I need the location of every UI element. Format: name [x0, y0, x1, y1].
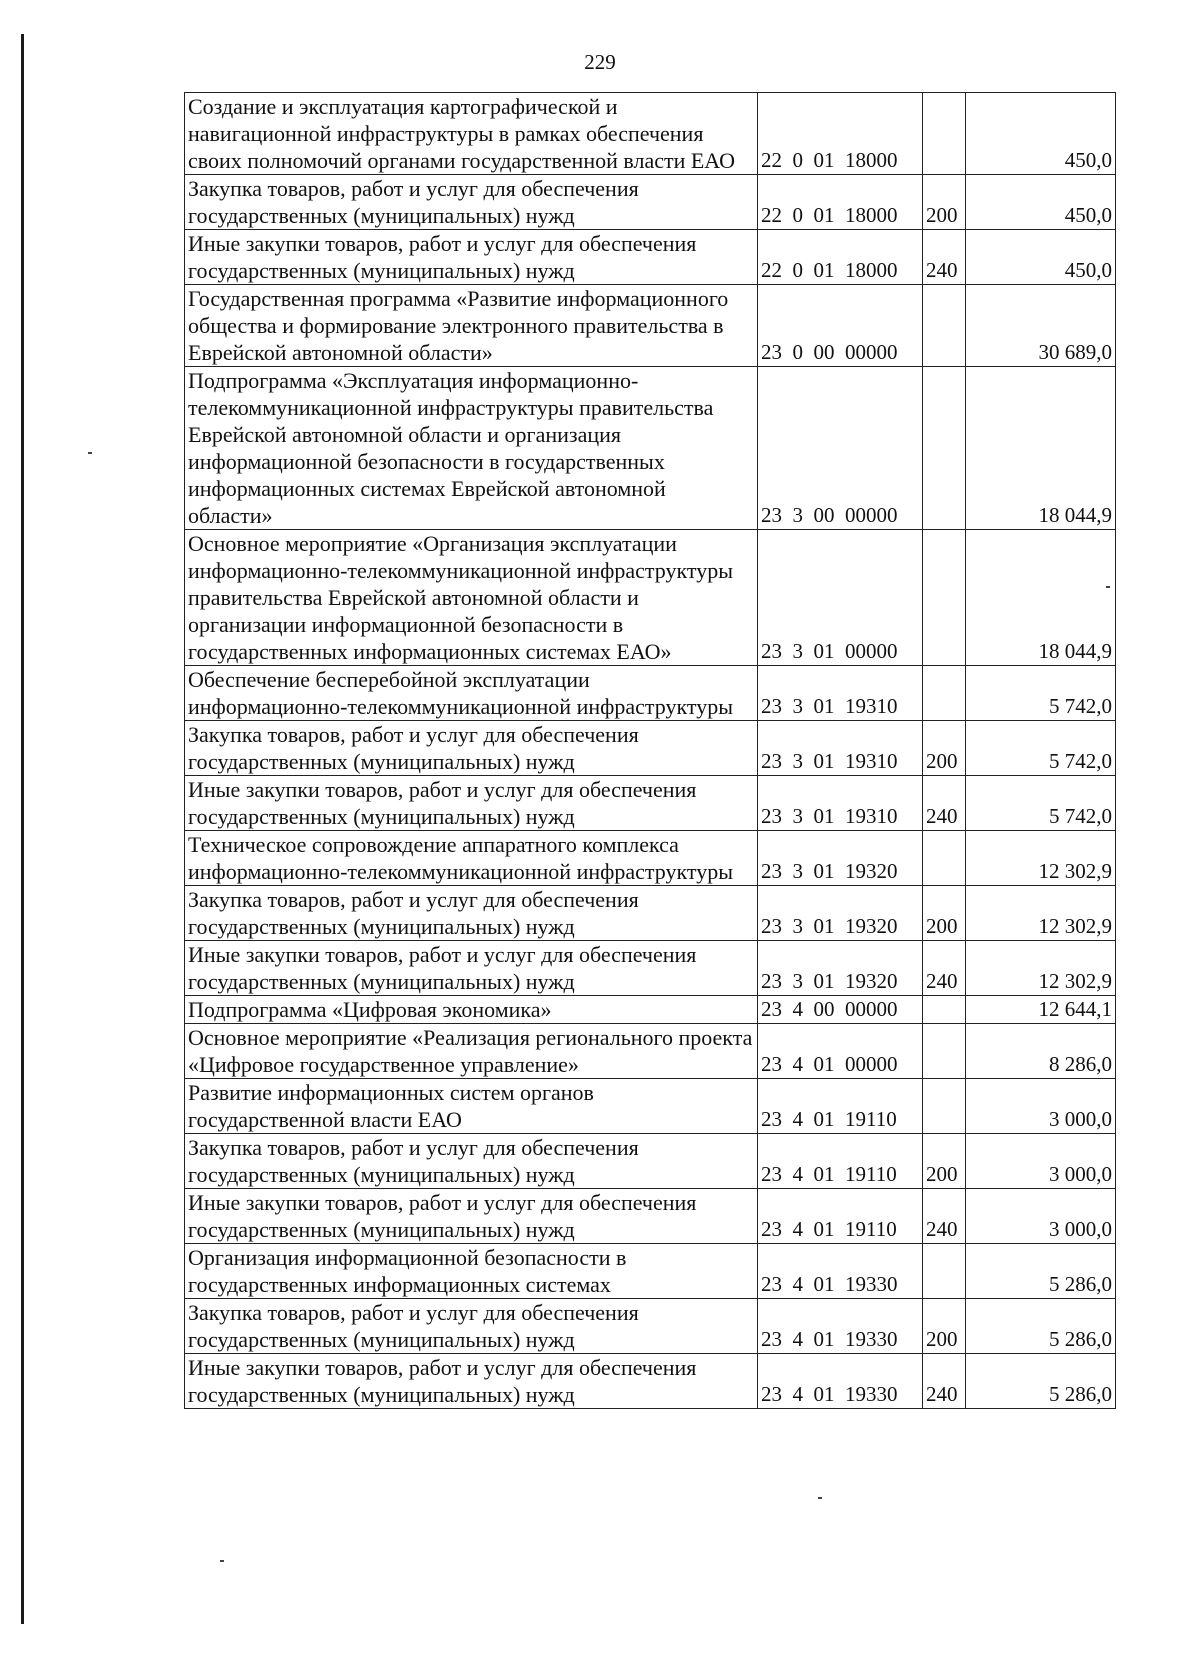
page-number: 229: [584, 50, 616, 74]
table-row: [185, 666, 1116, 721]
table-row: [185, 93, 1116, 175]
row-sum-cell: 12 302,9: [966, 941, 1116, 996]
row-name-cell: Иные закупки товаров, работ и услуг для обеспечения государственных (муниципальных) нужд: [185, 776, 758, 831]
row-name-cell: Закупка товаров, работ и услуг для обеспечения государственных (муниципальных) нужд: [185, 886, 758, 941]
row-name-cell: Основное мероприятие «Организация эксплуатации информационно-телекоммуникационной инфраструктуры правительства Еврейской автономной области и организации информационной безопасности в государственных информационных системах ЕАО»: [185, 530, 758, 666]
row-sum-cell: 30 689,0: [966, 285, 1116, 367]
row-code-cell: 23 4 01 19330: [758, 1354, 923, 1409]
row-sum-cell: 3 000,0: [966, 1189, 1116, 1244]
table-row: [185, 1354, 1116, 1409]
row-sum-cell: 18 044,9: [966, 367, 1116, 530]
row-name-cell: Техническое сопровождение аппаратного комплекса информационно-телекоммуникационной инфраструктуры: [185, 831, 758, 886]
row-name-cell: Подпрограмма «Эксплуатация информационно-телекоммуникационной инфраструктуры правительства Еврейской автономной области и организация информационной безопасности в государственных информационных системах Еврейской автономной области»: [185, 367, 758, 530]
row-code-cell: 23 4 00 00000: [758, 996, 923, 1024]
row-sum-cell: 5 742,0: [966, 776, 1116, 831]
row-code-cell: 23 4 01 19110: [758, 1134, 923, 1189]
row-expense-type-cell: 200: [923, 1134, 966, 1189]
table-row: [185, 530, 1116, 666]
row-expense-type-cell: [923, 1024, 966, 1079]
table-row: [185, 721, 1116, 776]
row-name-cell: Государственная программа «Развитие информационного общества и формирование электронного правительства в Еврейской автономной области»: [185, 285, 758, 367]
budget-table: [184, 92, 1116, 1409]
row-sum-cell: 450,0: [966, 175, 1116, 230]
row-sum-cell: 5 286,0: [966, 1244, 1116, 1299]
row-expense-type-cell: [923, 996, 966, 1024]
table-row: [185, 1024, 1116, 1079]
row-sum-cell: 3 000,0: [966, 1079, 1116, 1134]
table-row: [185, 1189, 1116, 1244]
row-expense-type-cell: [923, 367, 966, 530]
row-code-cell: 23 3 01 00000: [758, 530, 923, 666]
row-name-cell: Иные закупки товаров, работ и услуг для обеспечения государственных (муниципальных) нужд: [185, 230, 758, 285]
row-code-cell: 23 3 00 00000: [758, 367, 923, 530]
row-expense-type-cell: 240: [923, 1354, 966, 1409]
row-name-cell: Иные закупки товаров, работ и услуг для обеспечения государственных (муниципальных) нужд: [185, 1354, 758, 1409]
row-expense-type-cell: 240: [923, 230, 966, 285]
row-code-cell: 23 4 01 19110: [758, 1079, 923, 1134]
row-sum-cell: 12 302,9: [966, 886, 1116, 941]
row-name-cell: Закупка товаров, работ и услуг для обеспечения государственных (муниципальных) нужд: [185, 1134, 758, 1189]
scan-speck: [220, 1560, 224, 1562]
row-code-cell: 23 3 01 19310: [758, 666, 923, 721]
row-code-cell: 22 0 01 18000: [758, 93, 923, 175]
row-name-cell: Иные закупки товаров, работ и услуг для обеспечения государственных (муниципальных) нужд: [185, 1189, 758, 1244]
table-row: [185, 1244, 1116, 1299]
row-name-cell: Организация информационной безопасности в государственных информационных системах: [185, 1244, 758, 1299]
row-name-cell: Развитие информационных систем органов государственной власти ЕАО: [185, 1079, 758, 1134]
row-expense-type-cell: [923, 831, 966, 886]
row-code-cell: 22 0 01 18000: [758, 175, 923, 230]
table-row: [185, 1299, 1116, 1354]
row-sum-cell: 5 286,0: [966, 1299, 1116, 1354]
row-code-cell: 23 4 01 19330: [758, 1244, 923, 1299]
left-margin-line: [21, 34, 24, 1624]
table-row: [185, 230, 1116, 285]
row-sum-cell: 12 644,1: [966, 996, 1116, 1024]
table-row: [185, 941, 1116, 996]
table-row: [185, 1134, 1116, 1189]
row-expense-type-cell: 240: [923, 1189, 966, 1244]
row-name-cell: Закупка товаров, работ и услуг для обеспечения государственных (муниципальных) нужд: [185, 721, 758, 776]
table-row: [185, 285, 1116, 367]
table-row: [185, 996, 1116, 1024]
row-name-cell: Создание и эксплуатация картографической и навигационной инфраструктуры в рамках обеспечения своих полномочий органами государственной власти ЕАО: [185, 93, 758, 175]
row-sum-cell: 12 302,9: [966, 831, 1116, 886]
row-code-cell: 23 4 01 19330: [758, 1299, 923, 1354]
row-code-cell: 22 0 01 18000: [758, 230, 923, 285]
row-expense-type-cell: [923, 666, 966, 721]
row-code-cell: 23 3 01 19310: [758, 776, 923, 831]
table-row: [185, 886, 1116, 941]
row-expense-type-cell: [923, 530, 966, 666]
budget-table-body: [185, 93, 1116, 1409]
row-expense-type-cell: [923, 285, 966, 367]
row-name-cell: Основное мероприятие «Реализация регионального проекта «Цифровое государственное управление»: [185, 1024, 758, 1079]
row-sum-cell: 450,0: [966, 93, 1116, 175]
budget-table-container: [184, 92, 1116, 1409]
row-code-cell: 23 4 01 00000: [758, 1024, 923, 1079]
row-expense-type-cell: 200: [923, 175, 966, 230]
row-expense-type-cell: 240: [923, 776, 966, 831]
row-sum-cell: 8 286,0: [966, 1024, 1116, 1079]
row-name-cell: Закупка товаров, работ и услуг для обеспечения государственных (муниципальных) нужд: [185, 1299, 758, 1354]
scan-speck: [818, 1497, 822, 1499]
row-name-cell: Обеспечение бесперебойной эксплуатации информационно-телекоммуникационной инфраструктуры: [185, 666, 758, 721]
row-sum-cell: 5 742,0: [966, 721, 1116, 776]
row-name-cell: Подпрограмма «Цифровая экономика»: [185, 996, 758, 1024]
row-code-cell: 23 3 01 19320: [758, 941, 923, 996]
row-code-cell: 23 3 01 19310: [758, 721, 923, 776]
table-row: [185, 776, 1116, 831]
row-expense-type-cell: 200: [923, 886, 966, 941]
table-row: [185, 175, 1116, 230]
row-code-cell: 23 4 01 19110: [758, 1189, 923, 1244]
row-sum-cell: 450,0: [966, 230, 1116, 285]
scan-speck: [88, 452, 92, 454]
row-sum-cell: 5 286,0: [966, 1354, 1116, 1409]
row-code-cell: 23 3 01 19320: [758, 886, 923, 941]
table-row: [185, 367, 1116, 530]
scan-speck: [1106, 586, 1110, 588]
row-expense-type-cell: [923, 1244, 966, 1299]
table-row: [185, 1079, 1116, 1134]
row-expense-type-cell: 200: [923, 1299, 966, 1354]
row-expense-type-cell: [923, 1079, 966, 1134]
row-sum-cell: 18 044,9: [966, 530, 1116, 666]
row-code-cell: 23 0 00 00000: [758, 285, 923, 367]
row-expense-type-cell: 200: [923, 721, 966, 776]
table-row: [185, 831, 1116, 886]
row-expense-type-cell: [923, 93, 966, 175]
row-code-cell: 23 3 01 19320: [758, 831, 923, 886]
row-name-cell: Закупка товаров, работ и услуг для обеспечения государственных (муниципальных) нужд: [185, 175, 758, 230]
row-sum-cell: 3 000,0: [966, 1134, 1116, 1189]
row-name-cell: Иные закупки товаров, работ и услуг для обеспечения государственных (муниципальных) нужд: [185, 941, 758, 996]
row-expense-type-cell: 240: [923, 941, 966, 996]
row-sum-cell: 5 742,0: [966, 666, 1116, 721]
